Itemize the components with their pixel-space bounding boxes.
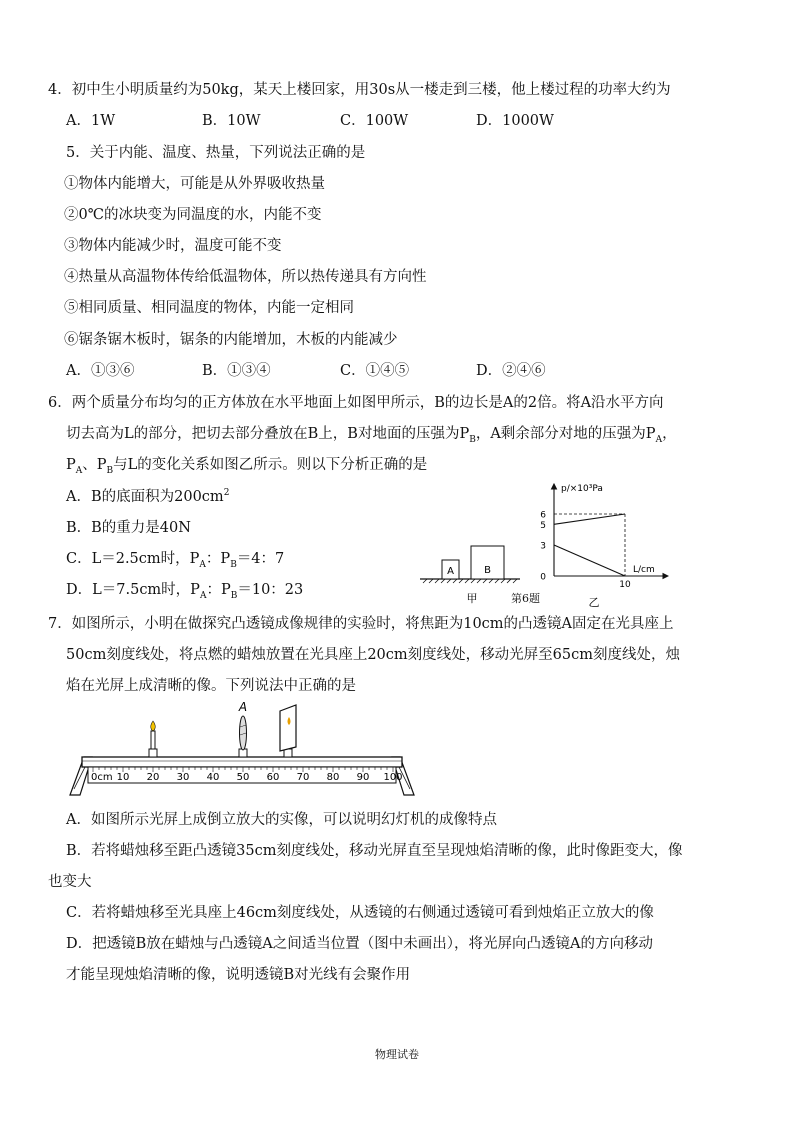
q4-stem: 4．初中生小明质量约为50kg，某天上楼回家，用30s从一楼走到三楼，他上楼过程的功率大约为 bbox=[48, 82, 671, 98]
candle bbox=[149, 721, 157, 757]
page-footer: 物理试卷 bbox=[375, 1048, 419, 1061]
q5-item-1: ①物体内能增大，可能是从外界吸收热量 bbox=[64, 176, 325, 192]
scale-tick-label: 70 bbox=[296, 772, 310, 783]
q5-option-b: B．①③④ bbox=[202, 363, 271, 379]
q4-option-c: C．100W bbox=[340, 113, 409, 129]
y-tick-label: 0 bbox=[540, 572, 546, 583]
scale-tick-label: 10 bbox=[116, 772, 130, 783]
scale-tick-label: 30 bbox=[176, 772, 190, 783]
cube-b-label: B bbox=[484, 565, 491, 576]
q5-item-4: ④热量从高温物体传给低温物体，所以热传递具有方向性 bbox=[64, 269, 427, 285]
q7-option-b-line2: 也变大 bbox=[48, 874, 92, 890]
q5-item-5: ⑤相同质量、相同温度的物体，内能一定相同 bbox=[64, 300, 354, 316]
q4-option-d: D．1000W bbox=[476, 113, 554, 129]
q6-option-a: A．B的底面积为$200cm^2$ bbox=[66, 488, 230, 505]
q6-option-d: D．L＝7.5cm时，$P_A$：$P_B=10$：23 bbox=[66, 582, 304, 601]
optical-bench-figure bbox=[62, 697, 422, 803]
scale-tick-label: 90 bbox=[356, 772, 370, 783]
q7-stem-line1: 7．如图所示，小明在做探究凸透镜成像规律的实验时，将焦距为10cm的凸透镜A固定在光具座上 bbox=[48, 616, 674, 632]
y-tick-label: 6 bbox=[540, 510, 546, 521]
q6-stem-line1: 6．两个质量分布均匀的正方体放在水平地面上如图甲所示，B的边长是A的2倍。将A沿水平方向 bbox=[48, 395, 664, 411]
q5-item-6: ⑥锯条锯木板时，锯条的内能增加，木板的内能减少 bbox=[64, 332, 398, 348]
q7-option-d-line2: 才能呈现烛焰清晰的像，说明透镜B对光线有会聚作用 bbox=[66, 967, 411, 983]
lens-a bbox=[239, 716, 247, 757]
scale-tick-label: 100 bbox=[383, 772, 403, 783]
x-tick-label: 10 bbox=[619, 580, 631, 590]
fig-jia-caption: 甲 bbox=[466, 592, 478, 605]
q5-item-2: ②0℃的冰块变为同温度的水，内能不变 bbox=[64, 207, 322, 223]
y-tick-label: 3 bbox=[540, 541, 546, 552]
q7-option-a: A．如图所示光屏上成倒立放大的实像，可以说明幻灯机的成像特点 bbox=[66, 812, 497, 828]
series-line-2 bbox=[554, 545, 625, 576]
q6-chart-yi bbox=[528, 478, 678, 614]
q7-option-d-line1: D．把透镜B放在蜡烛与凸透镜A之间适当位置（图中未画出），将光屏向凸透镜A的方向移动 bbox=[66, 936, 653, 952]
scale-unit-label: 0cm bbox=[91, 772, 113, 783]
q5-item-3: ③物体内能减少时，温度可能不变 bbox=[64, 238, 282, 254]
q4-option-b: B．10W bbox=[202, 113, 261, 129]
cube-a-label: A bbox=[447, 566, 454, 577]
q5-stem: 5．关于内能、温度、热量，下列说法正确的是 bbox=[66, 145, 366, 161]
light-screen bbox=[280, 705, 296, 757]
q5-option-c: C．①④⑤ bbox=[340, 363, 410, 379]
q6-stem-line3: $P_A$、$P_B$与L的变化关系如图乙所示。则以下分析正确的是 bbox=[66, 457, 428, 476]
scale-tick-label: 20 bbox=[146, 772, 160, 783]
q7-stem-line3: 焰在光屏上成清晰的像。下列说法中正确的是 bbox=[66, 678, 356, 694]
scale-tick-label: 40 bbox=[206, 772, 220, 783]
scale-tick-label: 80 bbox=[326, 772, 340, 783]
series-line-1 bbox=[554, 514, 625, 524]
y-axis-label: p/×10³Pa bbox=[561, 484, 603, 494]
scale-tick-label: 50 bbox=[236, 772, 250, 783]
q5-option-d: D．②④⑥ bbox=[476, 363, 546, 379]
q7-option-b-line1: B．若将蜡烛移至距凸透镜35cm刻度线处，移动光屏直至呈现烛焰清晰的像，此时像距变大，像 bbox=[66, 843, 683, 859]
q5-option-a: A．①③⑥ bbox=[66, 363, 135, 379]
fig-yi-caption: 乙 bbox=[588, 596, 600, 609]
q6-option-c: C．L＝2.5cm时，$P_A$：$P_B=4$：7 bbox=[66, 551, 285, 570]
q7-option-c: C．若将蜡烛移至光具座上46cm刻度线处，从透镜的右侧通过透镜可看到烛焰正立放大的像 bbox=[66, 905, 654, 921]
y-tick-label: 5 bbox=[540, 520, 546, 531]
q6-stem-line2: 切去高为L的部分，把切去部分叠放在B上，B对地面的压强为$P_B$，A剩余部分对地的压强为$P_A$， bbox=[66, 426, 677, 445]
q4-option-a: A．1W bbox=[66, 113, 116, 129]
q6-option-b: B．B的重力是40N bbox=[66, 520, 191, 536]
lens-a-label: A bbox=[238, 700, 248, 714]
q7-stem-line2: 50cm刻度线处，将点燃的蜡烛放置在光具座上20cm刻度线处，移动光屏至65cm刻度线处，烛 bbox=[66, 647, 680, 663]
scale-tick-label: 60 bbox=[266, 772, 280, 783]
q6-figure-jia bbox=[415, 538, 525, 608]
x-axis-label: L/cm bbox=[633, 565, 655, 575]
q6-figure-caption: 第6题 bbox=[511, 592, 540, 605]
